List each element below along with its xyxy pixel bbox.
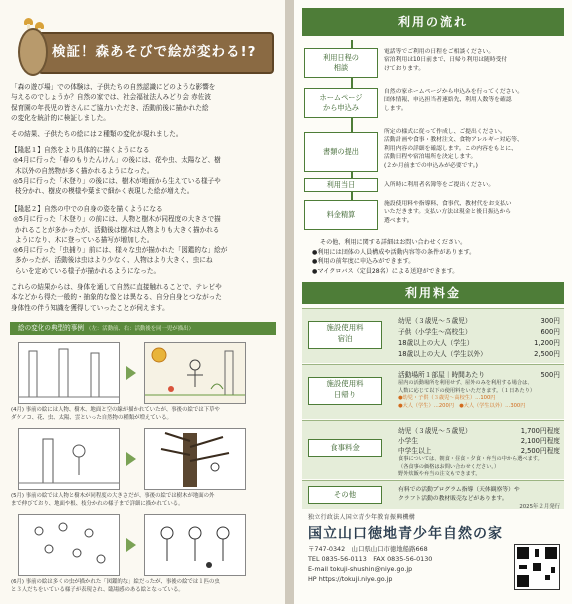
intro-line: 保育園の年長児の皆さんにご協力いただき、活動前後に描かれた絵 bbox=[11, 103, 209, 112]
note-line: 野外炊飯や弁当の注文もできます。 bbox=[398, 471, 481, 478]
desc-line: けております。 bbox=[384, 65, 425, 72]
fee-item-price: 2,500円 bbox=[534, 350, 560, 358]
facility-name: 国立山口徳地青少年自然の家 bbox=[308, 526, 503, 542]
caption-line: と３人だちをいている様子が表現され、臨場感のある絵となっている。 bbox=[11, 587, 184, 593]
examples-note: （左：活動前、右：活動後を同一児が描出） bbox=[86, 326, 194, 332]
step-web-apply: ホームページ から申込み bbox=[304, 88, 378, 118]
intro-line: 「森の遊び場」での体験は、子供たちの自然認識にどのような影響を bbox=[11, 83, 216, 91]
finding-1-bullet: 枝分かれ、樹皮の模様や葉まで細かく表現した絵が増えた。 bbox=[15, 187, 194, 196]
note-line: 有料での活動プログラム指導（天体観察等）や bbox=[398, 487, 520, 493]
postal-address: 〒747-0342 山口県山口市徳地船路668 bbox=[308, 545, 428, 553]
desc-line: (２か月前までの申込みが必要です。) bbox=[384, 162, 478, 169]
note-line: ●利用には団体の人員構成や活動内容等の条件があります。 bbox=[312, 248, 476, 256]
fee-category: 施設使用料 日帰り bbox=[308, 377, 382, 405]
desc-line: 活動日程や宿泊場所を決定します。 bbox=[384, 154, 477, 161]
drawing-after bbox=[144, 428, 246, 490]
fee-item-name: 18歳以上の大人（学生） bbox=[398, 339, 474, 347]
drawing-after bbox=[144, 514, 246, 576]
flow-title-bar bbox=[302, 8, 564, 36]
drawing-before bbox=[18, 428, 120, 490]
finding-1-bullet: ◎5月に行った「木登り」の後には、樹木が地面から生えている様子や bbox=[13, 176, 221, 185]
desc-line: 入所時に利用者名簿等をご提出ください。 bbox=[384, 182, 495, 188]
fee-category: 施設使用料 宿泊 bbox=[308, 321, 382, 349]
page-title: 検証！森あそびで絵が変わる!? bbox=[52, 44, 257, 60]
desc-line: 利用内容の詳細を確認します。この内容をもとに、 bbox=[384, 145, 517, 152]
desc-line: 宿泊利用は10日前まで、日帰り利用は随時受付 bbox=[384, 57, 508, 64]
finding-intro: その結果、子供たちの絵には２種類の変化が現れました。 bbox=[11, 130, 183, 138]
finding-2-bullet: ◎5月に行った「木登り」の前には、人物と樹木が同程度の大きさで描 bbox=[13, 215, 221, 224]
finding-2 bbox=[11, 204, 277, 276]
step-day-of-use-desc bbox=[384, 181, 564, 189]
drawing-pair-june bbox=[18, 514, 268, 574]
flow-title: 利用の流れ bbox=[397, 15, 468, 29]
arrow-icon bbox=[126, 366, 136, 380]
fee-title: 利用料金 bbox=[404, 286, 461, 300]
fee-item-name: 中学生以上 bbox=[398, 447, 432, 455]
fee-item-name: 小学生 bbox=[398, 437, 419, 445]
intro-line: 与えるのでしょうか？自然の家では、社会福祉法人みどり会 赤佐波 bbox=[11, 93, 211, 102]
fee-row-lodging bbox=[302, 308, 564, 363]
finding-2-title: 【隆起２】自然の中での自身の姿を描くようになる bbox=[11, 205, 163, 213]
drawing-after bbox=[144, 342, 246, 404]
desc-line: 活動計画や食事・教材注文、食物アレルギー対応等、 bbox=[384, 137, 523, 144]
desc-line: 選べます。 bbox=[384, 217, 413, 224]
caption-line: ダケノコ、花、虫、太陽、雲といった自然物の種類が増えている。 bbox=[11, 415, 172, 421]
fee-item-price: 1,200円 bbox=[534, 339, 560, 347]
note-line: ●大人（学生）…200円 ●大人（学生以外）…300円 bbox=[398, 402, 526, 409]
conclusion-line: 本などから得た一般的・抽象的な像とは異なる、自分自身とつながった bbox=[11, 293, 222, 302]
caption-may bbox=[11, 492, 277, 508]
caption-line: まで伸びており、地面や根、枝分かれの様子まで詳細に描かれている。 bbox=[11, 501, 184, 507]
fee-item-name: 18歳以上の大人（学生以外） bbox=[398, 350, 487, 358]
caption-line: (5月) 事前の絵では人物と樹木が同程度の大きさだが、事後の絵では樹木が地面の外 bbox=[11, 493, 215, 499]
step-consult: 利用日程の 相談 bbox=[304, 48, 378, 78]
step-payment: 料金精算 bbox=[304, 200, 378, 230]
organization: 独立行政法人国立青少年教育振興機構 bbox=[308, 514, 416, 521]
day-use-note bbox=[398, 380, 564, 410]
desc-line: 施設使用料や指導料、食事代、教材代をお支払い bbox=[384, 201, 512, 207]
fee-item-price: 600円 bbox=[540, 328, 560, 336]
left-page bbox=[0, 0, 285, 604]
phone-fax: TEL 0835-56-0113 FAX 0835-56-0130 bbox=[308, 555, 433, 563]
homepage-url[interactable]: HP https://tokuji.niye.go.jp bbox=[308, 575, 393, 583]
issue-date: 2025年２月発行 bbox=[519, 504, 560, 510]
fee-category: その他 bbox=[308, 486, 382, 504]
note-line: ●利用の前年度に申込みができます。 bbox=[312, 258, 415, 266]
note-line: 人数に応じて以下の使用料をいただきます。（１日あたり） bbox=[398, 387, 536, 394]
note-line: （各食事の価格はお問い合わせください。） bbox=[398, 463, 500, 470]
caption-line: (4月) 事前の絵には人物、樹木、地面と空の線が描かれていたが、事後の絵では下草や bbox=[11, 407, 220, 413]
mushroom-icon bbox=[24, 18, 33, 25]
note-line: ●幼児・子供（３歳児～高校生）…100円 bbox=[398, 395, 496, 402]
email-address[interactable]: E-mail tokuji-shushin@niye.go.jp bbox=[308, 565, 413, 573]
arrow-icon bbox=[126, 538, 136, 552]
fee-item-price: 500円 bbox=[540, 371, 560, 379]
desc-line: 団体情報、申込担当者連絡先、利用人数等を確認 bbox=[384, 97, 512, 104]
step-documents-desc bbox=[384, 128, 564, 170]
note-line: クラフト活動の教材販売などがあります。 bbox=[398, 495, 508, 502]
examples-heading: 絵の変化の典型的事例 bbox=[18, 324, 84, 332]
meal-note bbox=[398, 456, 564, 479]
desc-line: いただきます。支払い方法は現金と後日振込から bbox=[384, 209, 512, 216]
footer bbox=[298, 500, 568, 604]
fee-item-price: 1,700円程度 bbox=[520, 427, 560, 435]
desc-line: 自然の家ホームページから申込みを行ってください。 bbox=[384, 89, 524, 95]
finding-2-bullet: ◎6月に行った「虫捕り」前には、様々な虫が描かれた「図鑑的な」絵が bbox=[13, 246, 228, 255]
fee-item-name: 幼児（３歳児～５歳児） bbox=[398, 317, 472, 325]
conclusion bbox=[11, 282, 277, 313]
finding-2-bullet: 多かったが、活動後は虫はより少なく、人物はより大きく、虫にね bbox=[15, 256, 213, 265]
qr-code-icon[interactable] bbox=[514, 544, 560, 590]
drawing-before bbox=[18, 514, 120, 576]
intro-line: の変化を統計的に検証しました。 bbox=[11, 113, 110, 122]
contact-info bbox=[308, 544, 432, 584]
step-payment-desc bbox=[384, 200, 564, 225]
finding-2-bullet: ようになり、木に登っている描写が増加した。 bbox=[15, 235, 154, 244]
caption-june bbox=[11, 578, 277, 594]
finding-2-bullet: らいを定めている様子が描かれるようになった。 bbox=[15, 266, 161, 275]
caption-line: (6月) 事前の絵は多くの虫が描かれた「図鑑的な」絵だったが、事後の絵では１匹の虫 bbox=[11, 579, 220, 585]
fee-category: 食事料金 bbox=[308, 439, 382, 457]
desc-line: 所定の様式に従って作成し、ご提出ください。 bbox=[384, 129, 506, 135]
fee-item-price: 2,500円程度 bbox=[520, 447, 560, 455]
conclusion-line: 身体性の伴う知識を獲得していったことが伺えます。 bbox=[11, 303, 169, 312]
log-icon bbox=[18, 28, 48, 76]
fee-item-price: 2,100円程度 bbox=[520, 437, 560, 445]
intro-paragraph bbox=[11, 82, 277, 123]
step-consult-desc bbox=[384, 48, 564, 73]
finding-1-bullet: ◎4月に行った「春のもりたんけん」の後には、花や虫、太陽など、樹 bbox=[13, 156, 221, 165]
step-day-of-use: 利用当日 bbox=[304, 178, 378, 192]
usage-notes bbox=[312, 238, 558, 276]
right-page bbox=[294, 0, 572, 604]
finding-1-bullet: 木以外の自然物が多く描かれるようになった。 bbox=[15, 166, 154, 175]
title-banner bbox=[18, 18, 270, 76]
step-web-apply-desc bbox=[384, 88, 564, 113]
fee-row-day-use bbox=[302, 364, 564, 419]
desc-line: 電話等でご利用の日程をご相談ください。 bbox=[384, 49, 495, 55]
finding-1-title: 【隆起１】自然をより具体的に描くようになる bbox=[11, 146, 150, 154]
step-documents: 書類の提出 bbox=[304, 132, 378, 172]
fee-item-name: 活動場所１部屋｜時間あたり bbox=[398, 371, 485, 379]
drawing-pair-april bbox=[18, 342, 268, 402]
note-line: 屋内の活動場所を利用せず、屋外のみを利用する場合は、 bbox=[398, 380, 533, 386]
examples-heading-bar bbox=[10, 322, 276, 335]
page-gutter bbox=[285, 0, 294, 604]
conclusion-line: これらの結果からは、身体を通して自然に直接触れることで、テレビや bbox=[11, 283, 222, 291]
fee-title-bar bbox=[302, 282, 564, 304]
note-line: 食事については、朝食・昼食・夕食・弁当の中から選べます。 bbox=[398, 456, 543, 462]
finding-2-bullet: かれることが多かったが、活動後は樹木は人物よりも大きく描かれる bbox=[15, 225, 220, 234]
caption-april bbox=[11, 406, 277, 422]
fee-item-price: 300円 bbox=[540, 317, 560, 325]
arrow-icon bbox=[126, 452, 136, 466]
fee-row-meals bbox=[302, 420, 564, 479]
note-line: ●マイクロバス（定員28名）による送迎ができます。 bbox=[312, 267, 459, 275]
drawing-before bbox=[18, 342, 120, 404]
desc-line: します。 bbox=[384, 105, 407, 112]
finding-1 bbox=[11, 145, 277, 196]
drawing-pair-may bbox=[18, 428, 268, 488]
note-line: その他、利用に関する詳細はお問い合わせください。 bbox=[320, 239, 467, 246]
fee-item-name: 子供（小学生～高校生） bbox=[398, 328, 472, 336]
fee-item-name: 幼児（３歳児～５歳児） bbox=[398, 427, 472, 435]
